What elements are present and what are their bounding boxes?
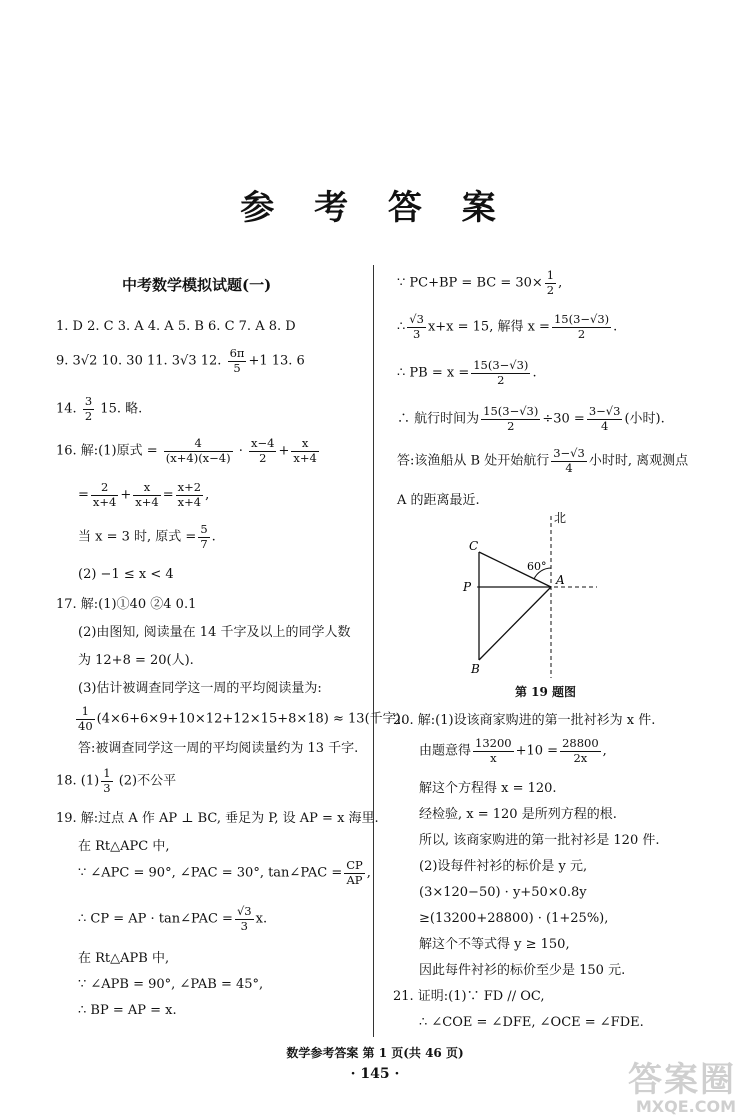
page-number: · 145 ·	[350, 1066, 400, 1082]
q20-line6: (2)设每件衬衫的标价是 y 元,	[419, 859, 588, 874]
label-p: P	[463, 580, 472, 594]
r-line1: ∵ PC+BP = BC = 30× $\frac{1}{2}$ ,	[397, 268, 563, 297]
fraction: $\frac{3}{2}$	[84, 394, 93, 423]
section-title: 中考数学模拟试题(一)	[122, 276, 272, 294]
q19-line2: 在 Rt△APC 中,	[78, 839, 170, 854]
fraction: $\frac{x}{x+4}$	[135, 480, 159, 509]
q16-line3: 当 x = 3 时, 原式 = $\frac{5}{7}$ .	[78, 522, 216, 551]
q17-line5: $\frac{1}{40}$ (4×6+6×9+10×12+12×15+8×18) ≈ 13(千字).	[78, 704, 405, 733]
fraction: $\frac{3-√3}{4}$	[588, 404, 621, 433]
q16-line1: 16. 解:(1)原式 = $\frac{4}{(x+4)(x-4)}$ · $\frac{x-4}{2}$ + $\frac{x}{x+4}$	[56, 436, 317, 465]
r-line3: ∴ PB = x = $\frac{15(3-√3)}{2}$ .	[397, 358, 537, 387]
label-b: B	[471, 662, 480, 676]
r-line6: A 的距离最近.	[397, 493, 480, 508]
fraction: $\frac{28800}{2x}$	[562, 736, 599, 765]
figure-caption: 第 19 题图	[515, 685, 577, 699]
fraction: $\frac{15(3-√3)}{2}$	[483, 404, 539, 433]
q19-line5: 在 Rt△APB 中,	[78, 951, 170, 966]
fraction: $\frac{√3}{3}$	[409, 312, 424, 341]
q17-line1: 17. 解:(1)①40 ②4 0.1	[56, 597, 197, 612]
fraction: $\frac{4}{(x+4)(x-4)}$	[165, 436, 231, 465]
fraction: $\frac{x}{x+4}$	[293, 436, 317, 465]
fraction: $\frac{1}{2}$	[546, 268, 555, 297]
fraction: $\frac{x+2}{x+4}$	[177, 480, 202, 509]
fraction: $\frac{15(3-√3)}{2}$	[473, 358, 529, 387]
q17-line6: 答:被调查同学这一周的平均阅读量约为 13 千字.	[78, 741, 359, 756]
fraction: $\frac{5}{7}$	[200, 522, 208, 551]
fraction: $\frac{15(3-√3)}{2}$	[553, 312, 610, 341]
r-line5: 答:该渔船从 B 处开始航行 $\frac{3-√3}{4}$ 小时时, 离观测点	[397, 446, 689, 475]
q16-line2: = $\frac{2}{x+4}$ + $\frac{x}{x+4}$ = $\frac{x+2}{x+4}$ ,	[78, 480, 210, 509]
footer-text: 数学参考答案 第 1 页(共 46 页)	[286, 1046, 464, 1060]
fraction: $\frac{1}{3}$	[103, 766, 111, 795]
answers-9-13: 9. 3√2 10. 30 11. 3√3 12. $\frac{6\pi}{5}$ +1 13. 6	[56, 346, 305, 375]
q19-line3: ∵ ∠APC = 90°, ∠PAC = 30°, tan∠PAC = $\frac{CP}{AP}$ ,	[78, 858, 371, 887]
r-line4: ∴ 航行时间为 $\frac{15(3-√3)}{2}$ ÷30 = $\frac{3-√3}{4}$ (小时).	[397, 404, 665, 433]
q17-line4: (3)估计被调查同学这一周的平均阅读量为:	[78, 681, 322, 696]
watermark	[628, 1052, 736, 1116]
q20-line7: (3×120−50) · y+50×0.8y	[419, 885, 587, 900]
fraction: $\frac{√3}{3}$	[236, 904, 252, 933]
q20-line8: ≥(13200+28800) · (1+25%),	[419, 911, 609, 926]
segment-ba	[479, 587, 551, 660]
watermark-line1: 答案圈	[628, 1060, 736, 1100]
fraction: $\frac{2}{x+4}$	[92, 480, 117, 509]
q20-line9: 解这个不等式得 y ≥ 150,	[419, 937, 570, 952]
figure-19	[457, 510, 677, 680]
fraction: $\frac{3-√3}{4}$	[553, 446, 585, 475]
q20-line5: 所以, 该商家购进的第一批衬衫是 120 件.	[419, 833, 660, 848]
q16-line4: (2) −1 ≤ x < 4	[78, 567, 174, 582]
q19-line6: ∵ ∠APB = 90°, ∠PAB = 45°,	[78, 977, 264, 992]
q20-line2: 由题意得 $\frac{13200}{x}$ +10 = $\frac{28800}{2x}$ ,	[419, 736, 607, 765]
answers-1-8: 1. D 2. C 3. A 4. A 5. B 6. C 7. A 8. D	[56, 319, 296, 334]
label-angle: 60°	[527, 560, 547, 573]
fraction: $\frac{6\pi}{5}$	[229, 346, 245, 375]
q21-line1: 21. 证明:(1)∵ FD // OC,	[393, 989, 545, 1004]
column-divider	[373, 265, 374, 1037]
q20-line10: 因此每件衬衫的标价至少是 150 元.	[419, 963, 626, 978]
label-a: A	[556, 573, 565, 587]
fraction: $\frac{1}{40}$	[78, 704, 93, 733]
q17-line2: (2)由图知, 阅读量在 14 千字及以上的同学人数	[78, 625, 351, 640]
q19-line1: 19. 解:过点 A 作 AP ⊥ BC, 垂足为 P, 设 AP = x 海里.	[56, 811, 379, 826]
q20-line3: 解这个方程得 x = 120.	[419, 781, 557, 796]
fraction: $\frac{CP}{AP}$	[346, 858, 363, 887]
page-title: 参 考 答 案	[240, 188, 510, 228]
answers-14-15: 14. $\frac{3}{2}$ 15. 略.	[56, 394, 143, 423]
q20-line1: 20. 解:(1)设该商家购进的第一批衬衫为 x 件.	[393, 713, 656, 728]
label-c: C	[469, 539, 479, 553]
q17-line3: 为 12+8 = 20(人).	[78, 653, 194, 668]
q21-line2: ∴ ∠COE = ∠DFE, ∠OCE = ∠FDE.	[419, 1015, 644, 1030]
q19-line7: ∴ BP = AP = x.	[78, 1003, 177, 1018]
r-line2: ∴ $\frac{√3}{3}$ x+x = 15, 解得 x = $\frac{15(3-√3)}{2}$ .	[397, 312, 618, 341]
watermark-line2: MXQE.COM	[635, 1097, 736, 1116]
q19-line4: ∴ CP = AP · tan∠PAC = $\frac{√3}{3}$ x.	[78, 904, 268, 933]
q18-line: 18. (1) $\frac{1}{3}$ (2)不公平	[56, 766, 177, 795]
fraction: $\frac{13200}{x}$	[475, 736, 512, 765]
label-north: 北	[554, 511, 567, 525]
q20-line4: 经检验, x = 120 是所列方程的根.	[419, 807, 617, 822]
fraction: $\frac{x-4}{2}$	[251, 436, 275, 465]
